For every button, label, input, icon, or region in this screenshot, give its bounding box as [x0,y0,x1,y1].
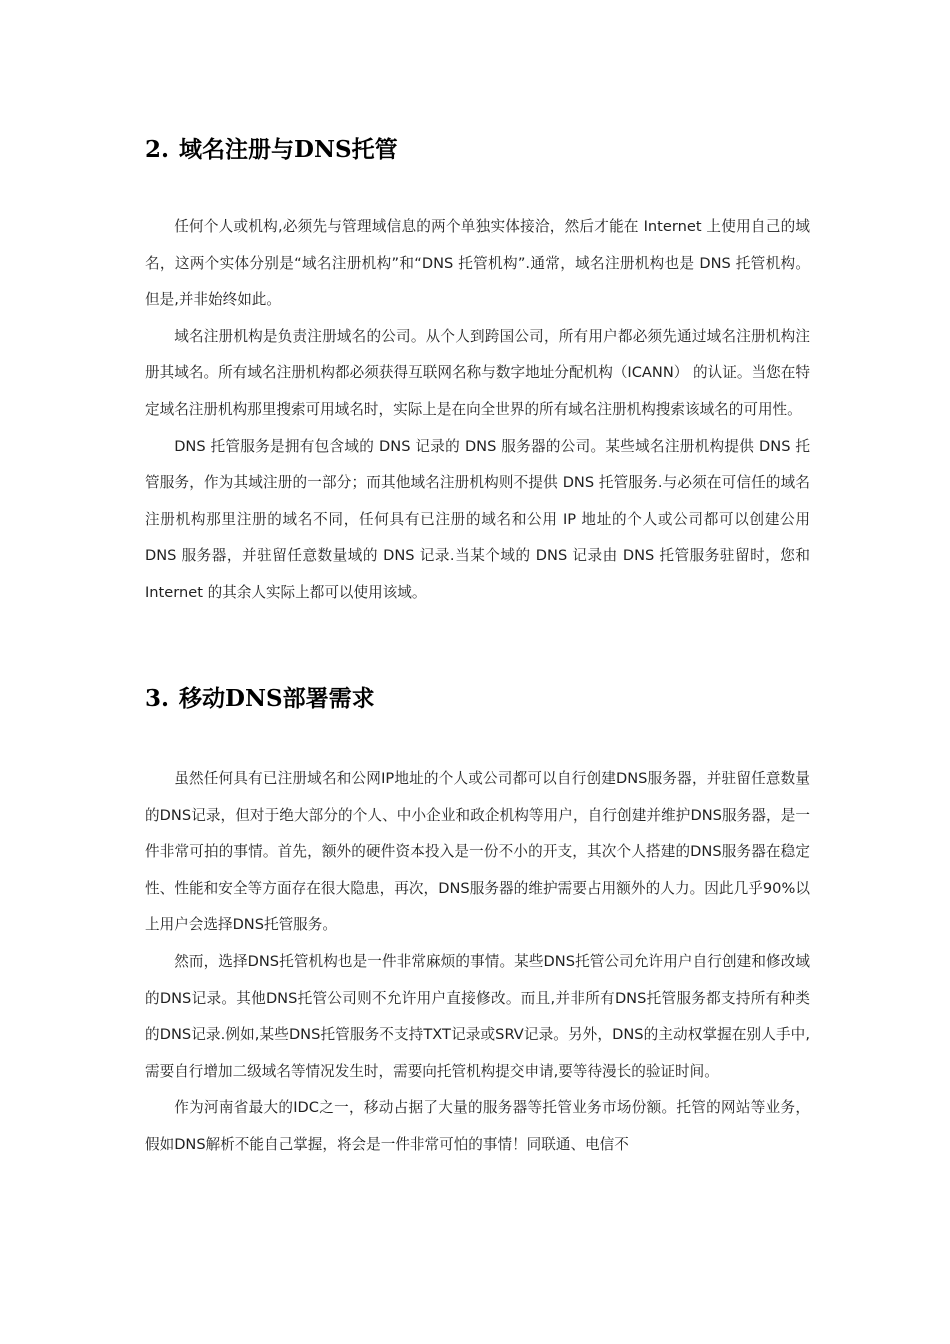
section-3-title: 移动DNS部署需求 [179,685,375,712]
section-2-paragraph-3: DNS 托管服务是拥有包含域的 DNS 记录的 DNS 服务器的公司。某些域名注册机构提供 DNS 托管服务，作为其域注册的一部分；而其他域名注册机构则不提供 DNS 托管服务.与必须在可信任的域名注册机构那里注册的域名不同，任何具有已注册的域名和公用 IP 地址的个人或公司都可以创建公用 DNS 服务器，并驻留任意数量域的 DNS 记录.当某个域的 DNS 记录由 DNS 托管服务驻留时，您和 Internet 的其余人实际上都可以使用该域。 [145,437,810,601]
section-2-body [145,209,810,612]
section-3-heading [145,683,810,715]
section-2-paragraph-1: 任何个人或机构,必须先与管理域信息的两个单独实体接洽，然后才能在 Internet 上使用自己的域名，这两个实体分别是“域名注册机构”和“DNS 托管机构”.通常，域名注册机构也是 DNS 托管机构。但是,并非始终如此。 [145,218,810,309]
section-3-body [145,761,810,1164]
section-3-number: 3. [145,685,170,712]
section-3-paragraph-1: 虽然任何具有已注册域名和公网IP地址的个人或公司都可以自行创建DNS服务器，并驻留任意数量的DNS记录，但对于绝大部分的个人、中小企业和政企机构等用户，自行创建并维护DNS服务器，是一件非常可拍的事情。首先，额外的硬件资本投入是一份不小的开支，其次个人搭建的DNS服务器在稳定性、性能和安全等方面存在很大隐患，再次，DNS服务器的维护需要占用额外的人力。因此几乎90%以上用户会选择DNS托管服务。 [145,770,810,934]
section-2-paragraph-2: 域名注册机构是负责注册域名的公司。从个人到跨国公司，所有用户都必须先通过域名注册机构注册其域名。所有域名注册机构都必须获得互联网名称与数字地址分配机构（ICANN） 的认证。当您在特定域名注册机构那里搜索可用域名时，实际上是在向全世界的所有域名注册机构搜索该域名的可用性。 [145,327,810,418]
section-2-number: 2. [145,136,170,163]
section-3-paragraph-3: 作为河南省最大的IDC之一，移动占据了大量的服务器等托管业务市场份额。托管的网站等业务，假如DNS解析不能自己掌握，将会是一件非常可怕的事情！同联通、电信不 [145,1099,810,1153]
section-3-paragraph-2: 然而，选择DNS托管机构也是一件非常麻烦的事情。某些DNS托管公司允许用户自行创建和修改域的DNS记录。其他DNS托管公司则不允许用户直接修改。而且,并非所有DNS托管服务都支持所有种类的DNS记录.例如,某些DNS托管服务不支持TXT记录或SRV记录。另外，DNS的主动权掌握在别人手中,需要自行增加二级域名等情况发生时，需要向托管机构提交申请,要等待漫长的验证时间。 [145,952,810,1080]
section-2-title: 域名注册与DNS托管 [179,136,398,163]
section-2-heading [145,134,810,166]
